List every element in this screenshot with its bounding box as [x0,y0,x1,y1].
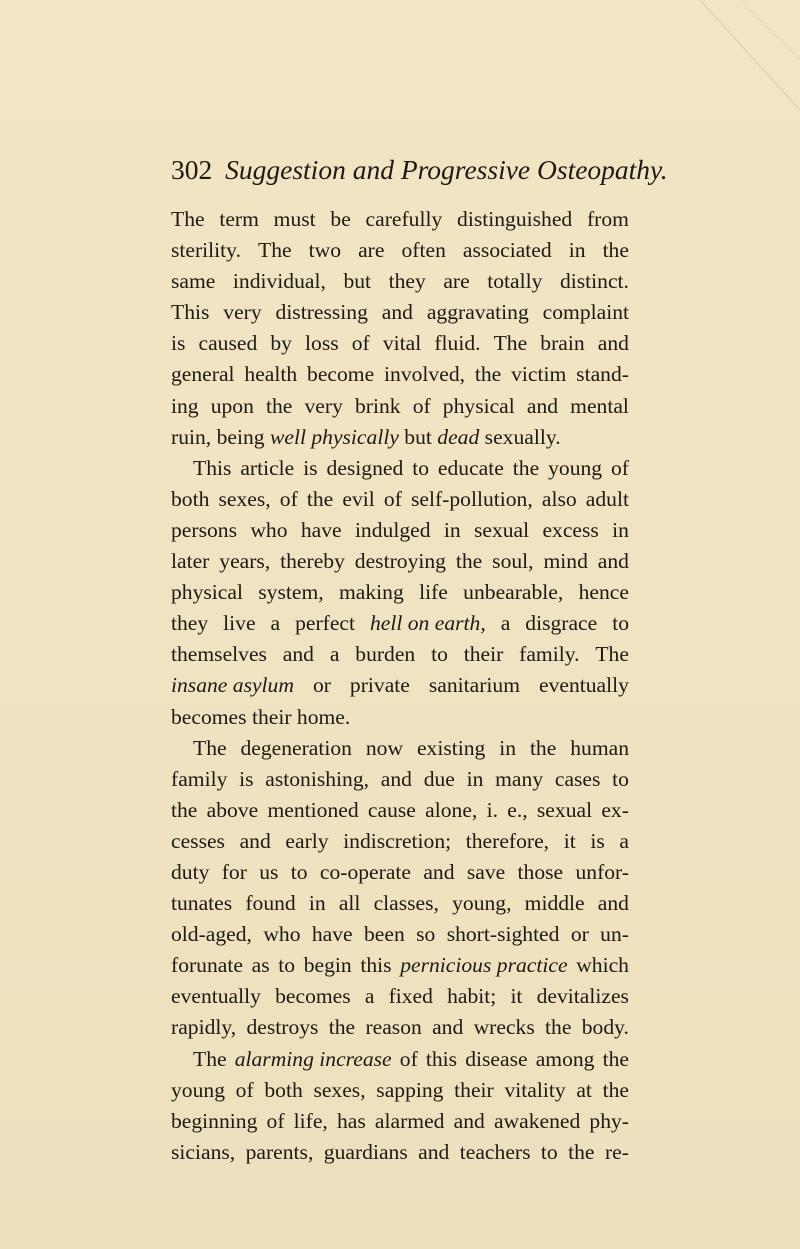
text-line [171,422,629,453]
word: the [266,393,293,418]
word: very [223,300,262,325]
word: the [455,549,483,574]
text-segment: this [360,953,392,978]
word: the [545,1015,572,1040]
text-line [171,888,629,919]
word: unfor- [575,859,629,884]
text-line [171,484,629,515]
word: is [303,455,318,480]
word: their [454,1077,494,1102]
word: and [239,828,271,853]
word: family. [519,642,580,667]
text-line [171,235,629,266]
word: must [273,207,316,231]
word: to [290,859,308,884]
word: above [206,797,259,822]
word: associated [462,238,552,263]
word: cause [367,797,416,822]
word: beginning [171,1108,258,1133]
word: in [568,238,586,263]
text-line [171,1137,629,1168]
word: the [529,735,557,760]
word: in [466,766,484,791]
word: mentioned [267,797,359,822]
word: to [412,455,429,480]
body-text [171,204,629,1168]
word: to [612,766,629,791]
word: caused [198,331,258,356]
text-segment: which [576,953,629,978]
word: has [336,1108,366,1133]
word: i. [486,797,498,822]
word: from [586,207,629,231]
word: classes, [373,891,439,916]
text-line [171,639,629,670]
italic-phrase: dead [437,424,480,449]
word: and [597,331,629,356]
word: years, [219,549,271,574]
word: to [431,642,448,667]
word: duty [171,859,210,884]
word: becomes [275,984,351,1009]
italic-phrase: pernicious practice [400,953,568,978]
word: fixed [388,984,433,1009]
word: their [463,642,504,667]
text-segment: disease [465,1046,528,1071]
word: complaint [542,300,629,325]
word: designed [326,455,404,480]
word: burden [355,642,416,667]
word: become [307,362,375,387]
word: wrecks [473,1015,535,1040]
text-line [171,826,629,857]
word: be [330,207,351,231]
word: themselves [171,642,267,667]
word: to [540,1139,558,1164]
word: the [602,1077,629,1102]
word: but [343,269,372,294]
word: tunates [171,891,233,916]
word: mind [543,549,588,574]
word: also [541,486,577,511]
text-line [171,702,629,733]
word: This [193,455,232,480]
word: indulged [354,517,431,542]
word: us [259,859,279,884]
word: term [219,207,259,231]
word: excess [542,517,599,542]
word: and [432,1015,464,1040]
word: degeneration [240,735,352,760]
word: loss [305,331,339,356]
text-segment: sexually. [479,424,561,449]
word: ing [171,393,199,418]
text-line [171,795,629,826]
word: and [526,393,559,418]
word: brink [354,393,401,418]
word: of [351,331,370,356]
word: who [250,517,288,542]
word: early [285,828,329,853]
word: very [304,393,343,418]
word: persons [171,517,237,542]
text-segment: perfect [295,611,356,636]
text-line [171,670,629,701]
text-segment: sanitarium [428,673,521,698]
word: and [597,549,629,574]
text-segment: The [193,1046,227,1071]
word: they [388,269,426,294]
word: distinct. [559,269,629,294]
word: all [338,891,361,916]
word: system, [258,580,324,605]
word: The [258,238,292,263]
text-line [171,453,629,484]
word: is [171,331,186,356]
word: is [590,828,605,853]
word: co-operate [319,859,411,884]
text-line [171,546,629,577]
running-header [171,150,691,190]
word: ex- [601,797,629,822]
word: often [401,238,446,263]
word: of [383,486,402,511]
word: the [171,797,198,822]
word: soul, [492,549,534,574]
text-line [171,328,629,359]
word: young [548,455,603,480]
word: the [602,238,629,263]
word: alone, [425,797,478,822]
word: human [570,735,629,760]
text-line [171,950,629,981]
word: two [308,238,342,263]
text-line [171,266,629,297]
word: eventually [171,984,261,1009]
text-line [171,1106,629,1137]
text-line [171,764,629,795]
word: un- [600,922,629,947]
word: educate [437,455,504,480]
word: brain [540,331,585,356]
word: family [171,766,228,791]
word: vital [382,331,422,356]
word: totally [487,269,543,294]
text-segment: but [398,424,438,449]
word: cases [554,766,601,791]
word: involved, [384,362,466,387]
word: a [329,642,340,667]
word: young [171,1077,225,1102]
text-segment: a [500,611,511,636]
word: sicians, [171,1139,236,1164]
word: or [570,922,589,947]
word: destroys [246,1015,319,1040]
word: it [510,984,523,1009]
word: middle [524,891,585,916]
text-line [171,608,629,639]
text-segment: private [349,673,410,698]
word: in [308,891,326,916]
text-segment: of [399,1046,418,1071]
word: vitality [504,1077,566,1102]
text-line [171,981,629,1012]
text-segment: to [278,953,296,978]
word: stand- [576,362,629,387]
text-segment: eventually [539,673,629,698]
text-line [171,204,629,235]
word: indiscretion; [343,828,452,853]
text-line [171,359,629,390]
text-line [171,1012,629,1043]
word: hence [578,580,629,605]
word: in [612,517,629,542]
page-crease-mark [680,0,800,260]
word: and [418,1139,450,1164]
word: alarmed [374,1108,445,1133]
word: by [270,331,292,356]
italic-phrase: insane asylum [171,673,294,698]
word: have [300,517,342,542]
word: fluid. [434,331,481,356]
word: teachers [459,1139,531,1164]
word: The [595,642,629,667]
word: sexes, [313,1077,366,1102]
word: life, [293,1108,328,1133]
word: and [597,891,629,916]
word: is [239,766,254,791]
word: the [474,362,502,387]
italic-phrase: alarming increase [234,1046,392,1071]
text-segment: begin [303,953,352,978]
word: who [263,922,301,947]
word: evil [342,486,375,511]
word: existing [416,735,486,760]
word: the [328,1015,356,1040]
text-segment: becomes their home. [171,704,351,729]
italic-phrase: well physically [269,424,399,449]
word: are [443,269,470,294]
text-segment: ruin, being [171,424,270,449]
word: self-pollution, [411,486,533,511]
word: now [365,735,404,760]
word: both [171,486,210,511]
word: making [338,580,404,605]
text-segment: to [612,611,629,636]
word: many [495,766,544,791]
word: devitalizes [536,984,629,1009]
text-line [171,297,629,328]
text-segment: disgrace [525,611,598,636]
page-number: 302 [171,154,213,185]
text-line [171,577,629,608]
word: the [568,1139,595,1164]
word: later [171,549,210,574]
word: The [493,331,528,356]
word: life [419,580,448,605]
word: and [282,642,314,667]
word: a [619,828,629,853]
word: thereby [280,549,345,574]
word: a [364,984,375,1009]
italic-phrase: hell on earth, [369,611,486,636]
word: so [416,922,436,947]
text-line [171,515,629,546]
word: at [576,1077,592,1102]
word: The [193,735,227,760]
word: individual, [232,269,326,294]
text-segment: or [312,673,331,698]
word: sexes, [218,486,271,511]
word: mental [570,393,629,418]
text-segment: among [535,1046,595,1071]
word: upon [210,393,254,418]
word: This [171,300,210,325]
text-segment: this [425,1046,458,1071]
running-title: Suggestion and Progressive Osteopathy. [225,154,668,185]
word: parents, [245,1139,314,1164]
word: sapping [376,1077,444,1102]
word: sexual [536,797,593,822]
word: for [221,859,247,884]
word: in [443,517,461,542]
word: the [306,486,334,511]
word: victim [511,362,567,387]
word: unbearable, [463,580,564,605]
word: destroying [354,549,446,574]
word: aggravating [426,300,529,325]
text-segment: as [251,953,270,978]
word: sterility. [171,238,241,263]
word: rapidly, [171,1015,237,1040]
word: phy- [589,1108,629,1133]
word: it [563,828,576,853]
text-segment: a [270,611,281,636]
word: guardians [323,1139,408,1164]
text-segment: forunate [171,953,243,978]
word: of [611,455,629,480]
word: health [244,362,298,387]
word: re- [604,1139,629,1164]
word: short-sighted [446,922,560,947]
word: of [235,1077,254,1102]
word: The [171,207,205,231]
word: the [512,455,540,480]
word: body. [581,1015,629,1040]
text-line [171,391,629,422]
text-line [171,857,629,888]
word: been [364,922,405,947]
word: article [240,455,295,480]
text-line [171,1044,629,1075]
word: have [311,922,353,947]
text-line [171,919,629,950]
word: and [453,1108,485,1133]
word: and [423,859,455,884]
word: habit; [447,984,497,1009]
text-segment: the [602,1046,629,1071]
word: general [171,362,235,387]
word: adult [585,486,629,511]
word: are [358,238,385,263]
word: of [412,393,431,418]
word: reason [365,1015,422,1040]
word: physical [171,580,243,605]
word: carefully [365,207,443,231]
word: physical [442,393,515,418]
word: of [266,1108,285,1133]
word: e., [507,797,528,822]
text-line [171,733,629,764]
word: old-aged, [171,922,252,947]
text-segment: they [171,611,209,636]
word: young, [452,891,512,916]
word: and [381,300,413,325]
word: awakened [493,1108,581,1133]
text-segment: live [223,611,256,636]
word: same [171,269,216,294]
word: astonishing, [265,766,370,791]
word: due [423,766,455,791]
word: distinguished [457,207,573,231]
word: distressing [275,300,368,325]
word: in [499,735,517,760]
word: of [279,486,298,511]
text-line [171,1075,629,1106]
word: cesses [171,828,225,853]
word: and [380,766,412,791]
word: sexual [473,517,530,542]
word: those [517,859,564,884]
word: found [245,891,296,916]
word: both [264,1077,303,1102]
word: save [466,859,506,884]
word: therefore, [465,828,550,853]
